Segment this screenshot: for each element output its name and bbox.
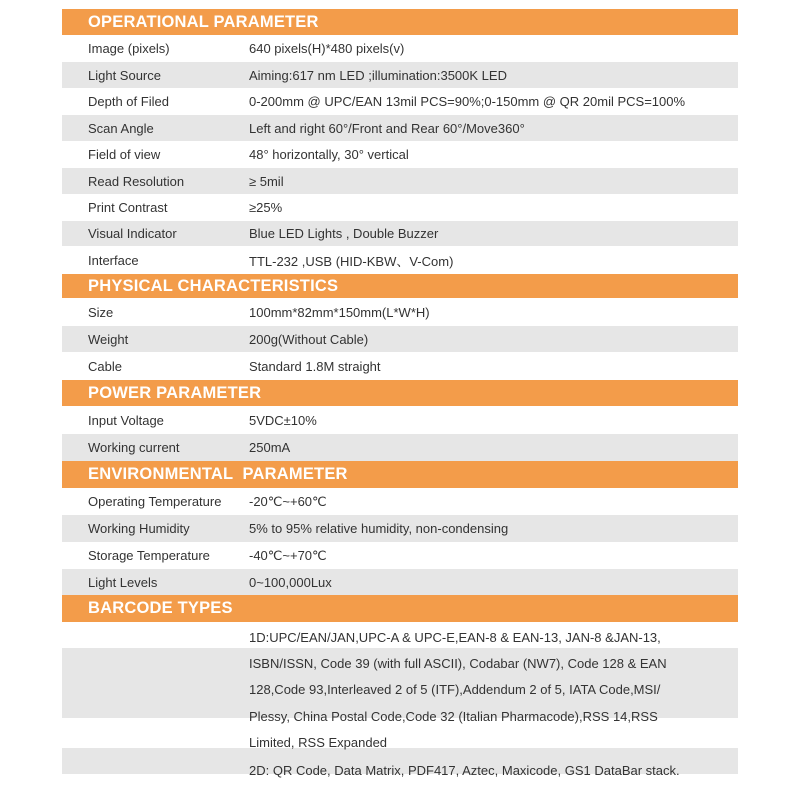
spec-row [62, 62, 738, 88]
barcode-line: Plessy, China Postal Code,Code 32 (Italian Pharmacode),RSS 14,RSS [249, 709, 658, 724]
spec-label: Image (pixels) [88, 41, 170, 56]
spec-value: -40℃~+70℃ [249, 547, 327, 563]
spec-row [62, 352, 738, 380]
spec-row [62, 569, 738, 595]
spec-row [62, 488, 738, 515]
section-title: PHYSICAL CHARACTERISTICS [88, 276, 339, 295]
spec-label: Operating Temperature [88, 494, 222, 509]
spec-value: 48° horizontally, 30° vertical [249, 147, 409, 162]
section-title: ENVIRONMENTAL PARAMETER [88, 465, 348, 483]
spec-row [62, 326, 738, 352]
barcode-types-block [62, 622, 738, 778]
spec-label: Scan Angle [88, 120, 154, 136]
spec-row [62, 542, 738, 569]
section-header-operational [62, 9, 738, 35]
spec-row [62, 221, 738, 246]
spec-row [62, 246, 738, 274]
spec-value: 250mA [249, 440, 291, 455]
spec-label: Light Source [88, 67, 161, 83]
spec-row [62, 406, 738, 434]
spec-value: TTL-232 ,USB (HID-KBW、V-Com) [249, 253, 454, 269]
spec-label: Light Levels [88, 574, 158, 590]
spec-row [62, 298, 738, 326]
spec-label: Print Contrast [88, 200, 168, 215]
spec-value: ≥25% [249, 200, 283, 215]
section-title: OPERATIONAL PARAMETER [88, 12, 319, 31]
spec-value: 0~100,000Lux [249, 574, 332, 590]
spec-value: 200g(Without Cable) [249, 331, 369, 347]
spec-sheet [62, 9, 738, 778]
spec-label: Input Voltage [88, 412, 164, 428]
spec-label: Visual Indicator [88, 226, 177, 241]
spec-label: Working current [88, 440, 180, 455]
section-header-power [62, 380, 738, 406]
barcode-line: 1D:UPC/EAN/JAN,UPC-A & UPC-E,EAN-8 & EAN-13, JAN-8 &JAN-13, [249, 630, 661, 645]
spec-row [62, 194, 738, 221]
spec-value: 5% to 95% relative humidity, non-condensing [249, 521, 509, 536]
spec-label: Interface [88, 252, 139, 268]
spec-label: Size [88, 304, 114, 320]
spec-value: Aiming:617 nm LED ;illumination:3500K LED [249, 67, 507, 83]
spec-value: Standard 1.8M straight [249, 358, 381, 374]
section-title: BARCODE TYPES [88, 599, 233, 617]
section-header-environmental [62, 461, 738, 488]
spec-row [62, 115, 738, 141]
spec-row [62, 88, 738, 115]
spec-value: 640 pixels(H)*480 pixels(v) [249, 41, 405, 56]
spec-value: -20℃~+60℃ [249, 493, 327, 509]
section-title: POWER PARAMETER [88, 383, 262, 402]
spec-label: Depth of Filed [88, 94, 169, 109]
barcode-line: 2D: QR Code, Data Matrix, PDF417, Aztec, Maxicode, GS1 DataBar stack. [249, 763, 680, 778]
spec-value: 5VDC±10% [249, 412, 317, 428]
spec-value: 0-200mm @ UPC/EAN 13mil PCS=90%;0-150mm @ QR 20mil PCS=100% [249, 94, 686, 109]
spec-label: Storage Temperature [88, 548, 210, 563]
spec-row [62, 35, 738, 62]
spec-label: Read Resolution [88, 173, 185, 189]
spec-label: Working Humidity [88, 521, 190, 536]
spec-label: Field of view [88, 147, 161, 162]
barcode-line: ISBN/ISSN, Code 39 (with full ASCII), Codabar (NW7), Code 128 & EAN [249, 656, 667, 671]
section-header-barcode [62, 595, 738, 622]
barcode-line: Limited, RSS Expanded [249, 735, 388, 750]
spec-value: ≥ 5mil [249, 173, 284, 189]
barcode-line: 128,Code 93,Interleaved 2 of 5 (ITF),Addendum 2 of 5, IATA Code,MSI/ [249, 682, 661, 697]
spec-label: Weight [88, 331, 129, 347]
spec-row [62, 168, 738, 194]
spec-value: 100mm*82mm*150mm(L*W*H) [249, 304, 430, 320]
spec-value: Left and right 60°/Front and Rear 60°/Move360° [249, 120, 525, 136]
spec-row [62, 515, 738, 542]
spec-row [62, 141, 738, 168]
section-header-physical [62, 274, 738, 298]
spec-label: Cable [88, 358, 122, 374]
spec-row [62, 434, 738, 461]
spec-value: Blue LED Lights , Double Buzzer [249, 226, 439, 241]
